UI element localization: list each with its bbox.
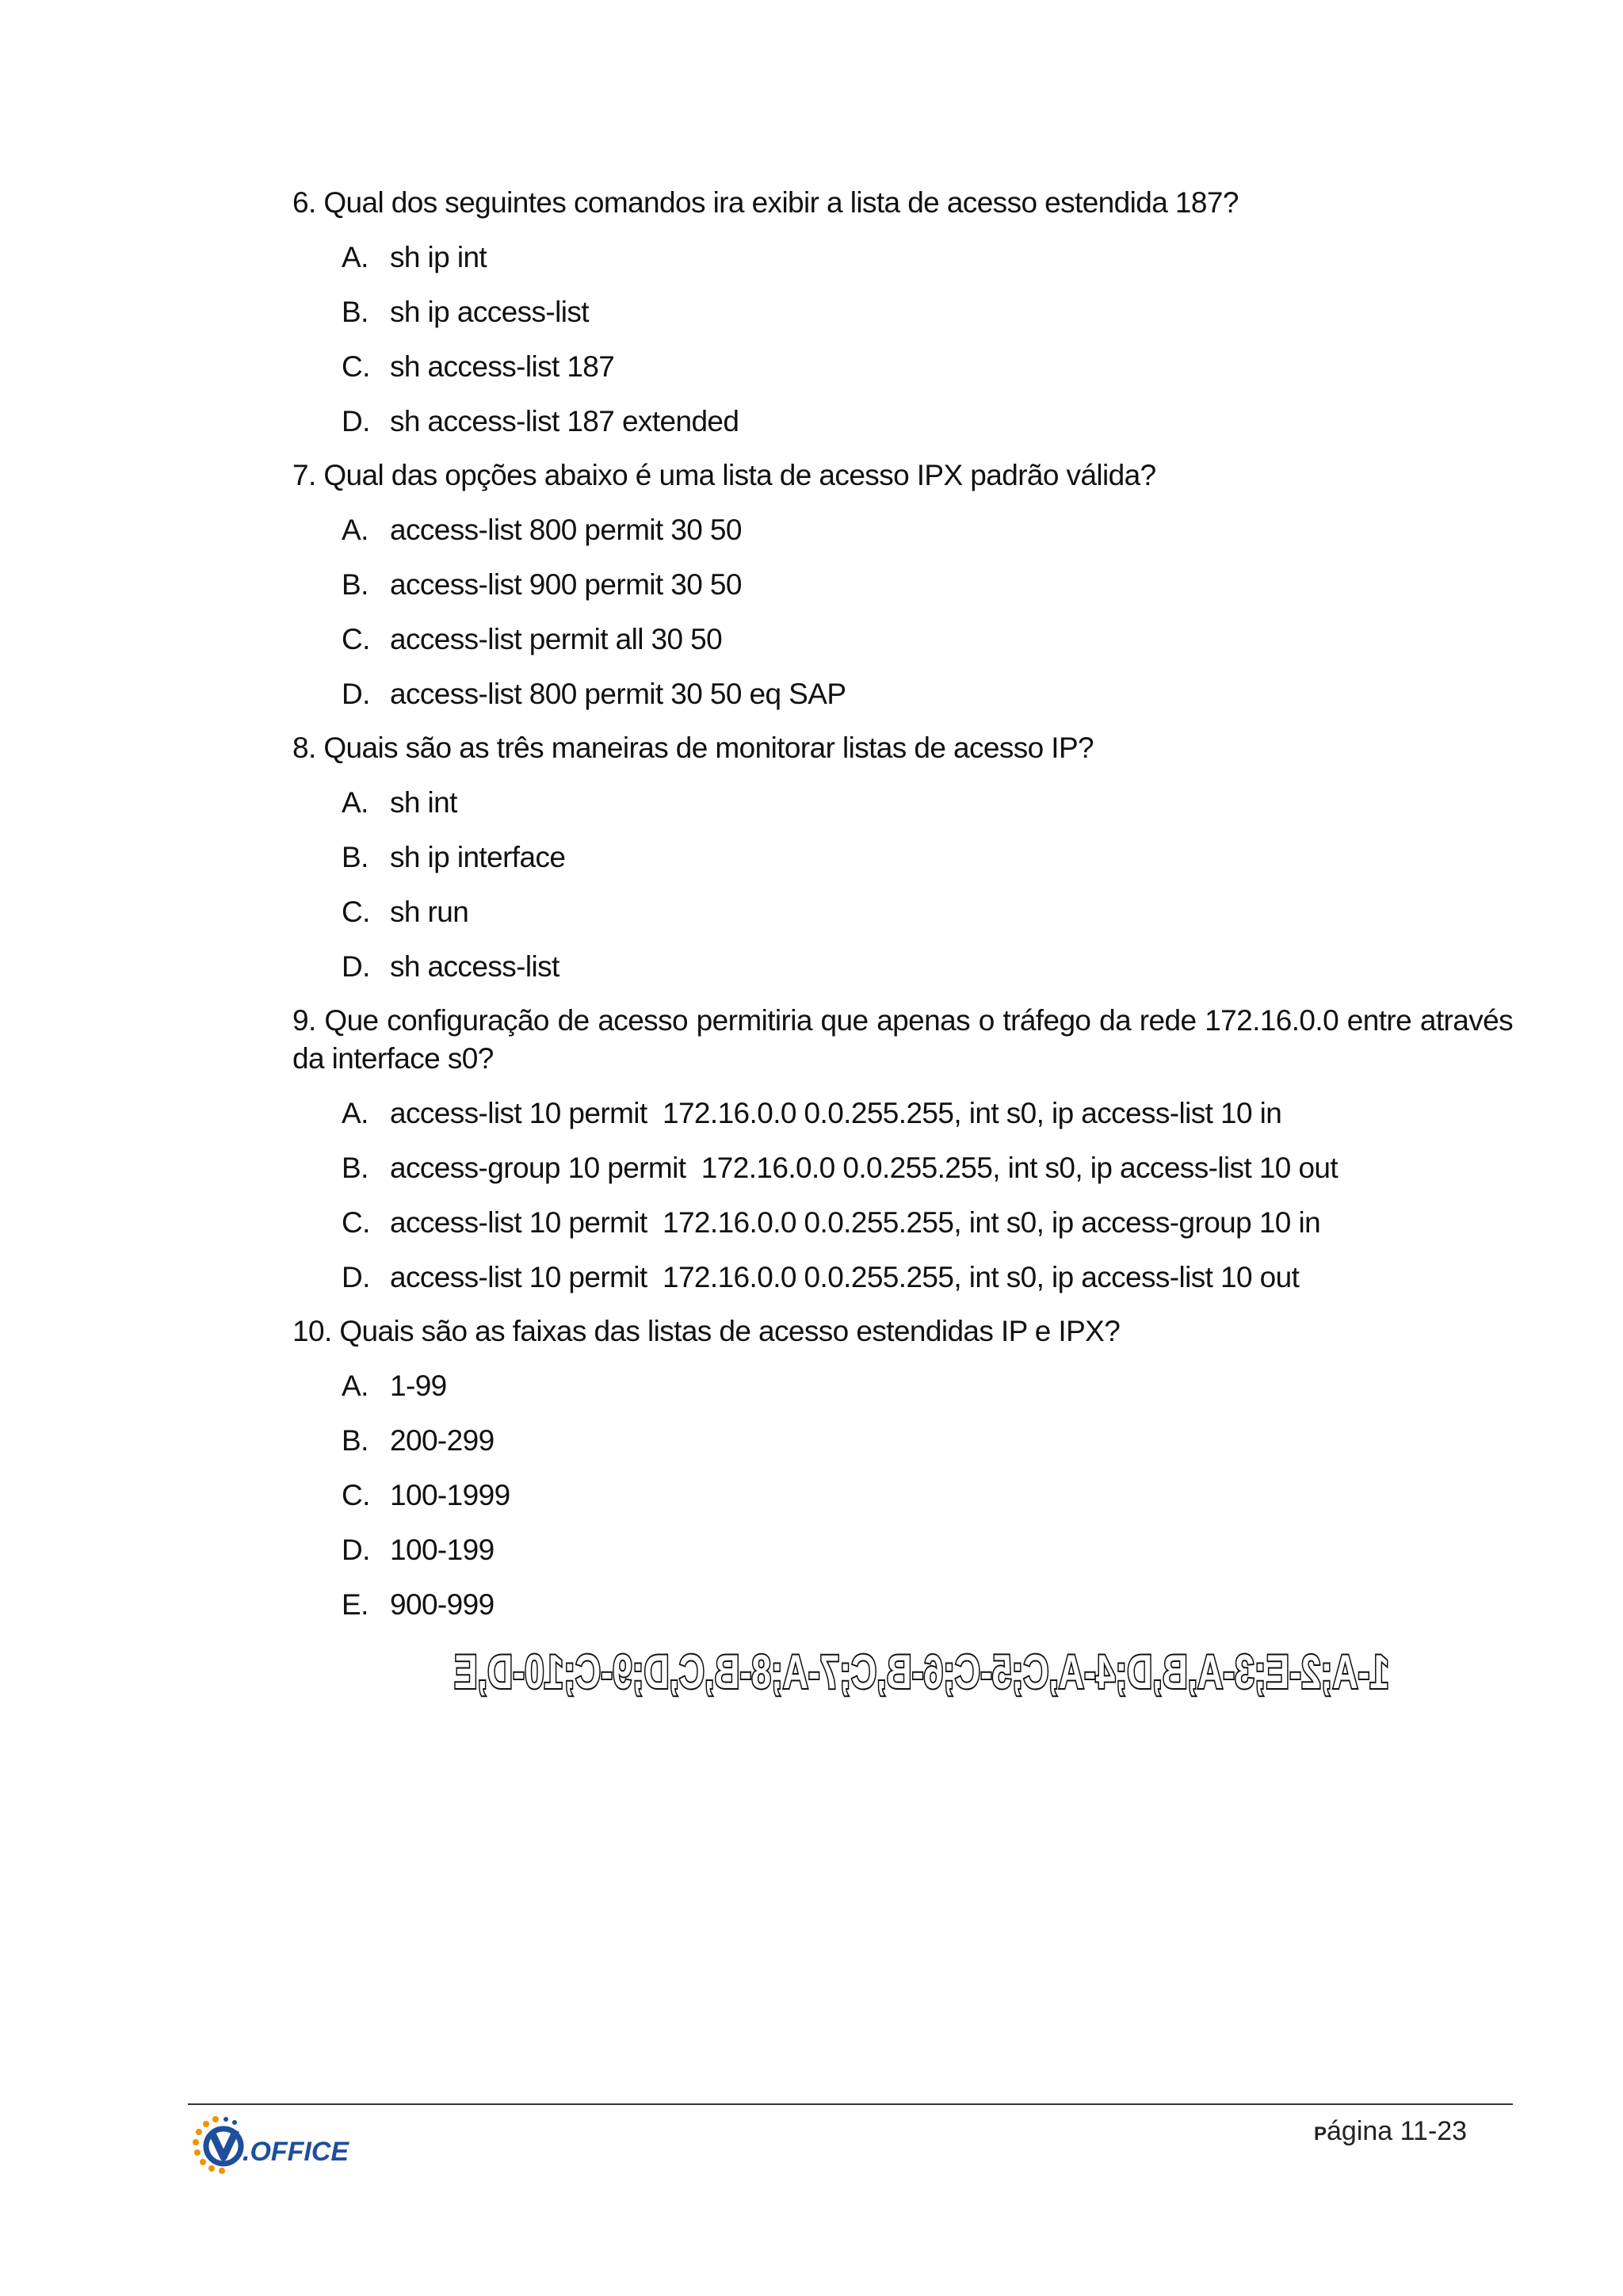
- option-text: access-list 10 permit 172.16.0.0 0.0.255.255, int s0, ip access-list 10 out: [390, 1261, 1300, 1293]
- option-text: sh run: [390, 896, 469, 928]
- option-text: sh ip interface: [390, 841, 566, 873]
- answer-key-svg: [450, 1645, 1393, 1700]
- option-letter: C.: [342, 896, 370, 928]
- answer-option: [292, 1078, 1513, 1133]
- page-prefix: P: [1314, 2123, 1327, 2145]
- answer-option: [292, 549, 1513, 604]
- option-letter: D.: [342, 1534, 370, 1566]
- option-letter: C.: [342, 1206, 370, 1239]
- option-letter: B.: [342, 568, 369, 601]
- option-letter: B.: [342, 1152, 369, 1184]
- option-letter: C.: [342, 623, 370, 655]
- answer-option: [292, 931, 1513, 986]
- question-block: [292, 729, 1513, 986]
- option-text: 1-99: [390, 1370, 447, 1402]
- question-block: [292, 184, 1513, 441]
- option-letter: E.: [342, 1588, 369, 1621]
- option-letter: A.: [342, 1370, 369, 1402]
- answer-option: [292, 1405, 1513, 1460]
- option-text: access-list 10 permit 172.16.0.0 0.0.255.255, int s0, ip access-group 10 in: [390, 1206, 1321, 1239]
- page-label: ágina 11-23: [1327, 2116, 1468, 2146]
- option-letter: A.: [342, 514, 369, 546]
- option-letter: D.: [342, 405, 370, 437]
- question-block: [292, 1002, 1513, 1297]
- answer-option: [292, 1569, 1513, 1624]
- option-letter: D.: [342, 1261, 370, 1293]
- option-text: sh ip access-list: [390, 296, 589, 328]
- option-letter: D.: [342, 678, 370, 710]
- answer-option: [292, 1187, 1513, 1242]
- option-letter: B.: [342, 296, 369, 328]
- question-block: [292, 457, 1513, 713]
- answer-key-mirrored: [450, 1645, 1393, 1700]
- question-text: 9. Que configuração de acesso permitiria que apenas o tráfego da rede 172.16.0.0 entre através da interface s0?: [292, 1004, 1513, 1075]
- option-text: sh access-list: [390, 950, 559, 983]
- option-letter: B.: [342, 841, 369, 873]
- answer-option: [292, 1515, 1513, 1569]
- answer-option: [292, 1350, 1513, 1405]
- option-letter: A.: [342, 241, 369, 273]
- answer-option: [292, 331, 1513, 386]
- answer-option: [292, 659, 1513, 713]
- option-text: access-list 800 permit 30 50: [390, 514, 742, 546]
- answer-option: [292, 767, 1513, 822]
- answer-option: [292, 1242, 1513, 1297]
- question-text: 6. Qual dos seguintes comandos ira exibir a lista de acesso estendida 187?: [292, 186, 1239, 219]
- answer-option: [292, 386, 1513, 441]
- option-text: access-list 900 permit 30 50: [390, 568, 742, 601]
- option-text: sh ip int: [390, 241, 487, 273]
- answer-option: [292, 222, 1513, 277]
- option-text: sh access-list 187: [390, 350, 615, 383]
- answer-option: [292, 877, 1513, 931]
- answer-option: [292, 1133, 1513, 1187]
- option-letter: A.: [342, 1097, 369, 1129]
- logo-text: .OFFICE: [242, 2137, 349, 2167]
- option-text: access-list 800 permit 30 50 eq SAP: [390, 678, 846, 710]
- answer-option: [292, 495, 1513, 549]
- question-text: 10. Quais são as faixas das listas de acesso estendidas IP e IPX?: [292, 1315, 1121, 1347]
- option-text: 200-299: [390, 1424, 495, 1457]
- option-text: 100-199: [390, 1534, 495, 1566]
- answer-option: [292, 604, 1513, 659]
- option-letter: C.: [342, 1479, 370, 1511]
- answer-option: [292, 822, 1513, 877]
- voffice-logo: [190, 2113, 357, 2186]
- option-letter: A.: [342, 786, 369, 819]
- option-text: sh access-list 187 extended: [390, 405, 739, 437]
- option-text: 900-999: [390, 1588, 495, 1621]
- option-text: sh int: [390, 786, 457, 819]
- question-text: 8. Quais são as três maneiras de monitorar listas de acesso IP?: [292, 732, 1094, 764]
- option-text: 100-1999: [390, 1479, 510, 1511]
- footer-divider: [188, 2103, 1513, 2105]
- answer-key-text: 1-A;2-E;3-A,B,D;4-A,C;5-C;6-B,C;7-A;8-B,C,D;9-C;10-D,E: [454, 1645, 1389, 1698]
- option-letter: D.: [342, 950, 370, 983]
- option-letter: B.: [342, 1424, 369, 1457]
- answer-option: [292, 277, 1513, 331]
- option-text: access-list permit all 30 50: [390, 623, 723, 655]
- document-body: [292, 184, 1513, 1640]
- option-text: access-group 10 permit 172.16.0.0 0.0.255.255, int s0, ip access-list 10 out: [390, 1152, 1338, 1184]
- question-block: [292, 1312, 1513, 1624]
- page-number: [1314, 2116, 1467, 2147]
- answer-option: [292, 1460, 1513, 1515]
- question-text: 7. Qual das opções abaixo é uma lista de acesso IPX padrão válida?: [292, 459, 1156, 491]
- logo-icon: [190, 2113, 357, 2186]
- option-text: access-list 10 permit 172.16.0.0 0.0.255.255, int s0, ip access-list 10 in: [390, 1097, 1282, 1129]
- option-letter: C.: [342, 350, 370, 383]
